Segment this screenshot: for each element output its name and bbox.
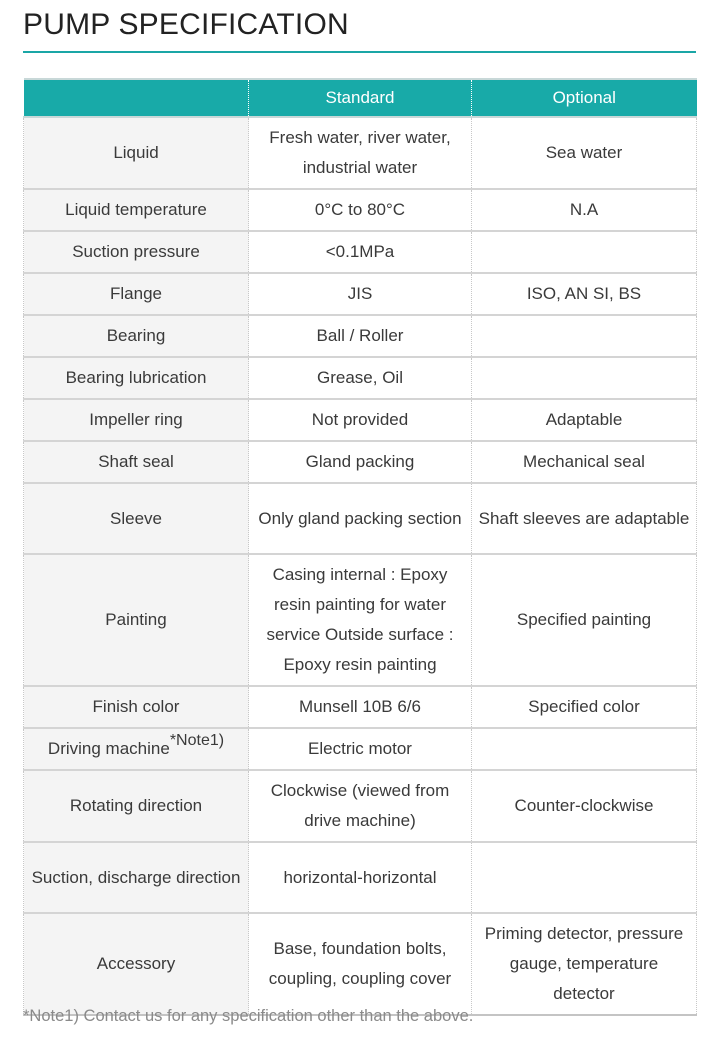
table-row (24, 686, 697, 728)
row-label: Accessory (24, 913, 249, 1015)
row-standard: JIS (249, 273, 472, 315)
row-optional: Priming detector, pressure gauge, temperature detector (472, 913, 697, 1015)
row-standard: Ball / Roller (249, 315, 472, 357)
row-standard: horizontal-horizontal (249, 842, 472, 913)
table-row (24, 441, 697, 483)
footnote: *Note1) Contact us for any specification other than the above. (23, 1007, 474, 1025)
row-label: Suction, discharge direction (24, 842, 249, 913)
row-label: Shaft seal (24, 441, 249, 483)
table-row (24, 315, 697, 357)
row-standard: Electric motor (249, 728, 472, 770)
row-standard: Grease, Oil (249, 357, 472, 399)
row-label: Liquid (24, 117, 249, 189)
row-optional: Shaft sleeves are adaptable (472, 483, 697, 554)
table-row (24, 913, 697, 1015)
table-row (24, 231, 697, 273)
row-optional: N.A (472, 189, 697, 231)
spec-table (23, 78, 697, 1016)
row-standard: <0.1MPa (249, 231, 472, 273)
spec-table-header (24, 79, 697, 117)
row-optional (472, 357, 697, 399)
row-optional: Counter-clockwise (472, 770, 697, 842)
table-row (24, 770, 697, 842)
row-label: Bearing (24, 315, 249, 357)
row-standard: Only gland packing section (249, 483, 472, 554)
header-standard: Standard (249, 79, 472, 117)
table-row (24, 842, 697, 913)
row-label (24, 728, 249, 770)
note-reference: *Note1) (169, 732, 225, 749)
row-standard: Base, foundation bolts, coupling, coupling cover (249, 913, 472, 1015)
row-label: Impeller ring (24, 399, 249, 441)
table-row (24, 357, 697, 399)
row-label: Suction pressure (24, 231, 249, 273)
row-label: Sleeve (24, 483, 249, 554)
row-optional (472, 728, 697, 770)
row-optional (472, 231, 697, 273)
table-row (24, 483, 697, 554)
table-row (24, 399, 697, 441)
row-optional: Specified painting (472, 554, 697, 686)
row-optional: Adaptable (472, 399, 697, 441)
title-underline (23, 51, 696, 53)
row-standard: Not provided (249, 399, 472, 441)
header-optional: Optional (472, 79, 697, 117)
row-optional (472, 315, 697, 357)
row-label: Finish color (24, 686, 249, 728)
row-standard: Fresh water, river water, industrial water (249, 117, 472, 189)
spec-table-body (24, 117, 697, 1015)
row-standard: Casing internal : Epoxy resin painting for water service Outside surface : Epoxy resin painting (249, 554, 472, 686)
table-row (24, 189, 697, 231)
row-optional: Sea water (472, 117, 697, 189)
row-optional: Mechanical seal (472, 441, 697, 483)
row-standard: Munsell 10B 6/6 (249, 686, 472, 728)
row-standard: Gland packing (249, 441, 472, 483)
header-blank (24, 79, 249, 117)
row-standard: Clockwise (viewed from drive machine) (249, 770, 472, 842)
table-row (24, 273, 697, 315)
row-label: Flange (24, 273, 249, 315)
table-row (24, 728, 697, 770)
header-row (24, 79, 697, 117)
row-label: Bearing lubrication (24, 357, 249, 399)
row-label: Liquid temperature (24, 189, 249, 231)
row-optional: ISO, AN SI, BS (472, 273, 697, 315)
row-label: Rotating direction (24, 770, 249, 842)
row-standard: 0°C to 80°C (249, 189, 472, 231)
row-optional: Specified color (472, 686, 697, 728)
row-label: Painting (24, 554, 249, 686)
table-row (24, 554, 697, 686)
row-optional (472, 842, 697, 913)
row-label-text: Driving machine (47, 739, 170, 758)
page-title: PUMP SPECIFICATION (23, 8, 349, 41)
table-row (24, 117, 697, 189)
